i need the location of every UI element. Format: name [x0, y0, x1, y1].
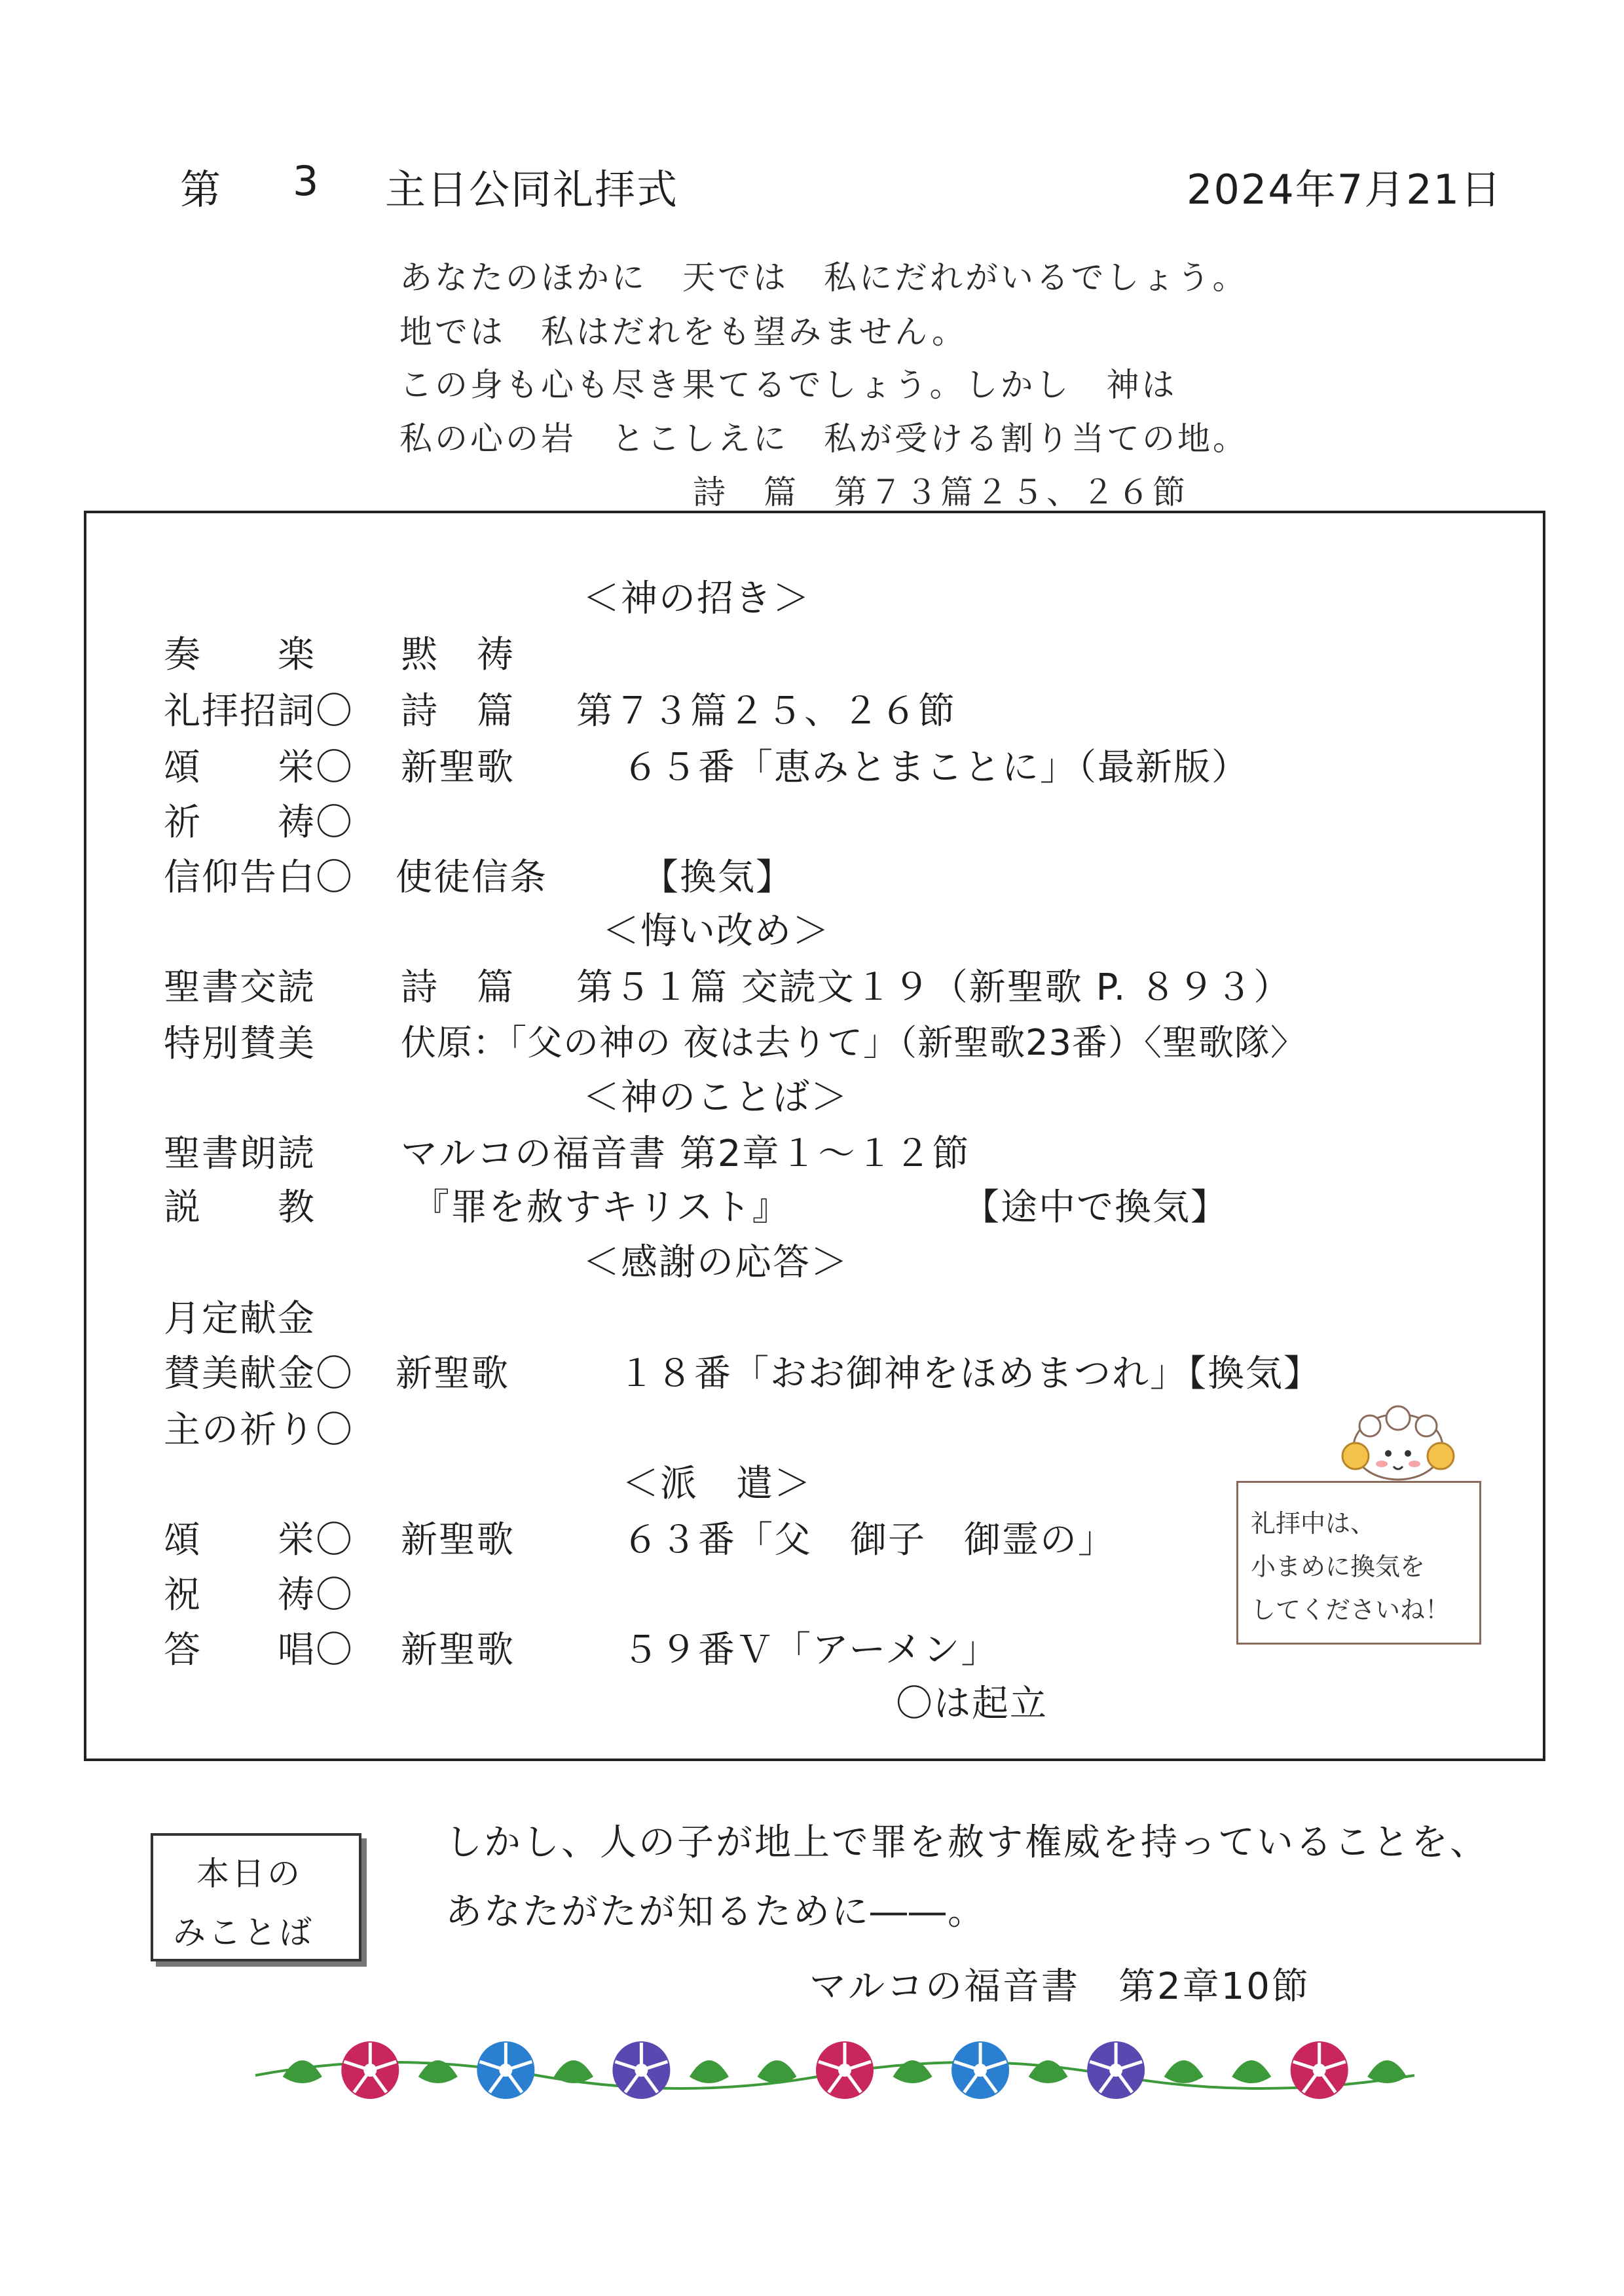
- epigraph-line-3: この身も心も尽き果てるでしょう。しかし 神は: [399, 366, 1177, 404]
- item-prayer-label: 祈 祷〇: [164, 801, 354, 844]
- item-amen-col3: ５９番Ｖ「アーメン」: [622, 1629, 999, 1671]
- section-response: ＜感謝の応答＞: [583, 1241, 849, 1284]
- verse-line-2: あなたがたが知るために――。: [445, 1891, 986, 1933]
- item-offering-praise-col2: 新聖歌: [396, 1353, 509, 1395]
- leaf-icon: [690, 2060, 729, 2083]
- item-special-praise-col2: 伏原：「父の神の 夜は去りて」（新聖歌23番）〈聖歌隊〉: [401, 1022, 1306, 1063]
- morning-glory-flower-icon: [477, 2041, 534, 2099]
- item-responsive-reading-col2: 詩 篇: [401, 966, 515, 1009]
- leaf-icon: [1232, 2060, 1271, 2083]
- leaf-icon: [283, 2060, 322, 2083]
- item-praise2-col3: ６３番「父 御子 御霊の」: [622, 1519, 1116, 1561]
- morning-glory-flower-icon: [816, 2041, 874, 2099]
- morning-glory-flower-icon: [341, 2041, 399, 2099]
- reminder-line-1: 礼拝中は、: [1251, 1509, 1376, 1538]
- reminder-line-3: してくださいね！: [1251, 1595, 1450, 1624]
- item-special-praise-label: 特別賛美: [164, 1023, 316, 1065]
- section-sending: ＜派 遣＞: [622, 1463, 812, 1505]
- item-lords-prayer-label: 主の祈り〇: [164, 1409, 354, 1451]
- item-scripture-col2: マルコの福音書 第2章１～１２節: [401, 1133, 970, 1175]
- morning-glory-garland: [249, 2023, 1421, 2115]
- word-of-day-label-line-2: みことば: [173, 1914, 314, 1952]
- verse-line-1: しかし、人の子が地上で罪を赦す権威を持っていることを、: [445, 1821, 1488, 1864]
- item-call-to-worship-col3: 第７３篇２５、２６節: [576, 690, 956, 733]
- section-call: ＜神の招き＞: [583, 577, 811, 620]
- item-benediction-label: 祝 祷〇: [164, 1574, 354, 1616]
- service-number: 3: [293, 157, 320, 205]
- item-creed-col2: 使徒信条: [396, 856, 547, 899]
- service-title: 主日公同礼拝式: [385, 166, 679, 213]
- item-praise1-col2: 新聖歌: [401, 746, 515, 789]
- item-sermon-label: 説 教: [164, 1186, 316, 1229]
- service-date: 2024年7月21日: [1187, 166, 1503, 213]
- epigraph-line-2: 地では 私はだれをも望みません。: [399, 313, 967, 351]
- item-call-to-worship-label: 礼拝招詞〇: [164, 690, 354, 733]
- morning-glory-flower-icon: [612, 2041, 670, 2099]
- service-number-prefix: 第: [180, 166, 223, 213]
- morning-glory-flower-icon: [1291, 2041, 1348, 2099]
- item-responsive-reading-col3: 第５１篇 交読文１９（新聖歌 P. ８９３）: [576, 966, 1292, 1009]
- item-praise1-col3: ６５番「恵みとまことに」（最新版）: [622, 746, 1249, 789]
- epigraph-line-1: あなたのほかに 天では 私にだれがいるでしょう。: [399, 259, 1248, 297]
- item-sermon-col2: 『罪を赦すキリスト』: [413, 1186, 790, 1229]
- item-prelude-label: 奏 楽: [164, 634, 316, 676]
- item-offering-praise-label: 賛美献金〇: [164, 1353, 354, 1395]
- leaf-icon: [757, 2060, 796, 2083]
- item-amen-col2: 新聖歌: [401, 1629, 515, 1671]
- word-of-day-label-line-1: 本日の: [196, 1855, 303, 1893]
- leaf-icon: [1164, 2060, 1204, 2083]
- morning-glory-flower-icon: [951, 2041, 1009, 2099]
- reminder-line-2: 小まめに換気を: [1251, 1552, 1426, 1581]
- item-offering-praise-col3: １８番「おお御神をほめまつれ」【換気】: [618, 1353, 1321, 1395]
- leaf-icon: [1367, 2060, 1407, 2083]
- item-scripture-label: 聖書朗読: [164, 1133, 316, 1175]
- morning-glory-flower-icon: [1087, 2041, 1145, 2099]
- item-call-to-worship-col2: 詩 篇: [401, 690, 515, 733]
- item-creed-label: 信仰告白〇: [164, 856, 354, 899]
- item-prelude-col2: 黙 祷: [401, 634, 515, 676]
- sheep-illustration: [1336, 1401, 1460, 1493]
- item-praise2-col2: 新聖歌: [401, 1519, 515, 1561]
- leaf-icon: [554, 2060, 593, 2083]
- item-responsive-reading-label: 聖書交読: [164, 966, 316, 1009]
- item-creed-col3: 【換気】: [642, 856, 794, 899]
- item-sermon-col3: 【途中で換気】: [963, 1186, 1228, 1229]
- item-praise2-label: 頌 栄〇: [164, 1519, 354, 1561]
- section-repentance: ＜悔い改め＞: [602, 910, 830, 953]
- standing-footnote: 〇は起立: [896, 1683, 1048, 1725]
- epigraph-line-4: 私の心の岩 とこしえに 私が受ける割り当ての地。: [399, 420, 1248, 458]
- item-praise1-label: 頌 栄〇: [164, 746, 354, 789]
- section-word: ＜神のことば＞: [583, 1076, 849, 1119]
- verse-reference: マルコの福音書 第2章10節: [809, 1965, 1310, 2008]
- epigraph-reference: 詩 篇 第７３篇２５、２６節: [693, 473, 1188, 511]
- item-monthly-offering-label: 月定献金: [164, 1298, 316, 1340]
- item-amen-label: 答 唱〇: [164, 1629, 354, 1671]
